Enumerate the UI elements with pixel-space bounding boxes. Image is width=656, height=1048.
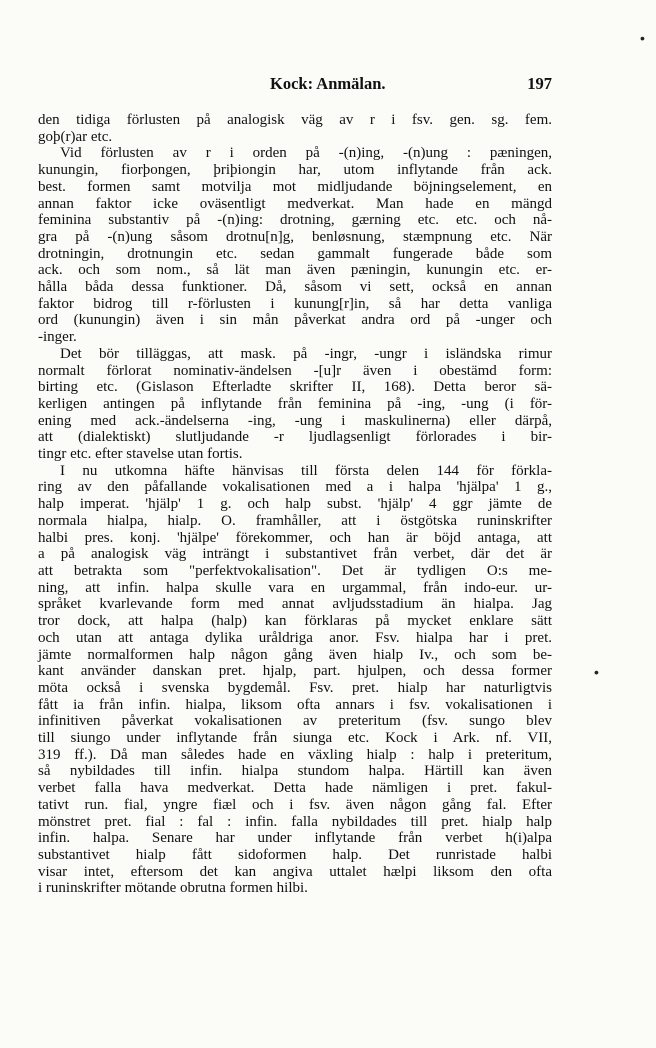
text-line: 319 ff.). Då man således hade en växling hialp : halp i preteritum,	[38, 746, 552, 763]
paragraph-1	[38, 112, 552, 145]
text-line: normalt förlorat nominativ-ändelsen -[u]r även i obestämd form:	[38, 362, 552, 379]
text-line: ring av den påfallande vokalisationen med a i halpa 'hjälpa' 1 g.,	[38, 479, 552, 496]
text-line: substantivet hialp fått sidoformen halp. Det runristade halbi	[38, 846, 552, 863]
text-line: ord (kunungin) även i sin mån påverkat andra ord på -unger och	[38, 312, 552, 329]
text-line: så nybildades till infin. hialpa stundom halpa. Härtill kan även	[38, 763, 552, 780]
text-line: att betrakta som "perfektvokalisation". Det är tydligen O:s me-	[38, 562, 552, 579]
text-line: Det bör tilläggas, att mask. på -ingr, -ungr i isländska rimur	[60, 345, 552, 362]
page-number: 197	[527, 74, 552, 93]
text-line: drotningin, drotnungin etc. sedan gammalt fungerade både som	[38, 245, 552, 262]
text-line: språket kvarlevande form med annat avljudsstadium än hialpa. Jag	[38, 596, 552, 613]
text-line: den tidiga förlusten på analogisk väg av r i fsv. gen. sg. fem.	[38, 112, 552, 128]
text-line: i runinskrifter mötande obrutna formen hilbi.	[38, 880, 308, 897]
text-line: och utan att antaga dylika uråldriga anor. Fsv. hialpa har i pret.	[38, 629, 552, 646]
text-line: birting etc. (Gislason Efterladte skrifter II, 168). Detta beror sä-	[38, 379, 552, 396]
page-header	[38, 74, 552, 96]
text-line: infinitiven påverkat vokalisationen av preteritum (fsv. sungo blev	[38, 713, 552, 730]
margin-dot-top: •	[640, 30, 645, 46]
text-line: mönstret pret. fial : fal : infin. falla nybildades till pret. hialp halp	[38, 813, 552, 830]
running-title: Kock: Anmälan.	[270, 74, 386, 93]
text-line: tingr etc. efter stavelse utan fortis.	[38, 446, 243, 463]
text-line: kunungin, fiorþongen, þriþiongin har, utom inflytande från ack.	[38, 162, 552, 179]
text-line: halbi pres. konj. 'hjälpe' förekommer, och han är böjd antaga, att	[38, 529, 552, 546]
text-line: visar intet, eftersom det kan angiva uttalet hælpi liksom den ofta	[38, 863, 552, 880]
text-line: jämte normalformen halp någon gång även hialp Iv., och som be-	[38, 646, 552, 663]
text-line: kant använder danskan pret. hjalp, part. hjulpen, och dessa former	[38, 663, 552, 680]
paragraph-3	[38, 346, 552, 463]
text-line: a på analogisk väg inträngt i substantivet från verbet, där det är	[38, 546, 552, 563]
text-line: tativt run. fial, yngre fiæl och i fsv. även någon gång fal. Efter	[38, 796, 552, 813]
text-line: verbet falla hava medverkat. Detta hade nämligen i pret. fakul-	[38, 780, 552, 797]
text-line: I nu utkomna häfte hänvisas till första delen 144 för förkla-	[60, 462, 552, 479]
text-line: att (dialektiskt) slutljudande -r ljudlagsenligt förlorades i bir-	[38, 429, 552, 446]
text-line: ack. och som nom., så lät man även pæningin, kunungin etc. er-	[38, 262, 552, 279]
text-line: annan faktor icke oväsentligt medverkat. Man hade en mängd	[38, 195, 552, 212]
text-line: feminina substantiv på -(n)ing: drotning, gærning etc. etc. och nå-	[38, 212, 552, 229]
paragraph-2	[38, 145, 552, 345]
text-line: Vid förlusten av r i orden på -(n)ing, -(n)ung : pæningen,	[60, 145, 552, 162]
text-line: kerligen antingen på inflytande från feminina på -ing, -ung (i för-	[38, 395, 552, 412]
text-line: goþ(r)ar etc.	[38, 128, 113, 145]
text-line: gra på -(n)ung såsom drotnu[n]g, benløsnung, stæmpnung etc. När	[38, 228, 552, 245]
text-line: -inger.	[38, 329, 77, 346]
text-line: faktor bidrog till r-förlusten i kunung[r]in, så har detta vanliga	[38, 295, 552, 312]
text-line: halp imperat. 'hjälp' 1 g. och halp subst. 'hjälp' 4 ggr jämte de	[38, 496, 552, 513]
text-line: ening med ack.-ändelserna -ing, -ung i maskulinerna) eller därpå,	[38, 412, 552, 429]
text-line: fått ia från infin. hialpa, liksom ofta annars i fsv. vokalisationen i	[38, 696, 552, 713]
text-line: normala hialpa, hialp. O. framhåller, att i östgötska runinskrifter	[38, 512, 552, 529]
body-text	[38, 112, 552, 897]
paragraph-4	[38, 463, 552, 897]
text-line: best. formen samt motvilja mot midljudande böjningselement, en	[38, 178, 552, 195]
text-line: tror dock, att halpa (halp) kan förklaras på mycket enklare sätt	[38, 613, 552, 630]
text-line: infin. halpa. Senare har under inflytande från verbet h(i)alpa	[38, 830, 552, 847]
text-line: ning, att infin. halpa skulle vara en urgammal, från indo-eur. ur-	[38, 579, 552, 596]
text-line: till siungo under inflytande från siunga etc. Kock i Ark. nf. VII,	[38, 730, 552, 747]
text-line: möta också i svenska bygdemål. Fsv. pret. hialp har naturligtvis	[38, 679, 552, 696]
text-line: hålla båda dessa funktioner. Då, såsom vi sett, också en annan	[38, 279, 552, 296]
margin-dot-middle: •	[594, 664, 599, 680]
